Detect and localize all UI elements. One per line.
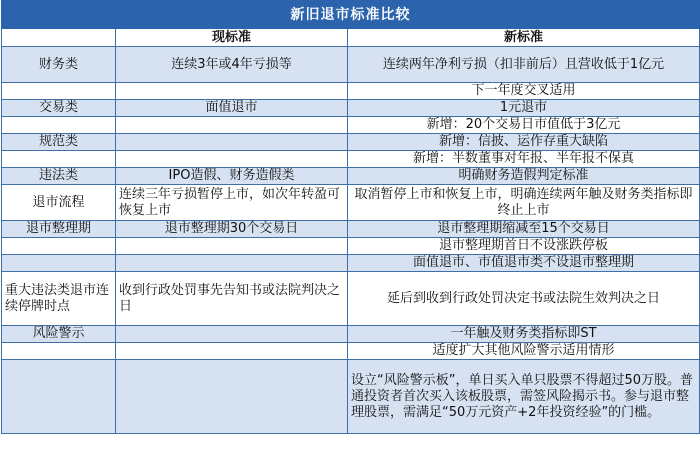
row-current: IPO造假、财务造假类 — [116, 168, 348, 185]
header-current-standard: 现标准 — [116, 29, 348, 47]
table-row — [2, 272, 700, 326]
row-new: 一年触及财务类指标即ST — [348, 326, 700, 343]
row-new: 1元退市 — [348, 100, 700, 117]
row-category — [2, 255, 116, 272]
row-category: 规范类 — [2, 134, 116, 151]
row-current — [116, 360, 348, 434]
row-new: 连续两年净利亏损（扣非前后）且营收低于1亿元 — [348, 47, 700, 83]
row-new: 新增：半数董事对年报、半年报不保真 — [348, 151, 700, 168]
table-row — [2, 185, 700, 221]
table-row — [2, 47, 700, 83]
row-new: 新增：20个交易日市值低于3亿元 — [348, 117, 700, 134]
row-new: 退市整理期首日不设涨跌停板 — [348, 238, 700, 255]
row-new: 设立“风险警示板”，单日买入单只股票不得超过50万股。普通投资者首次买入该板股票，需签风险揭示书。参与退市整理股票，需满足“50万元资产+2年投资经验”的门槛。 — [348, 360, 700, 434]
table-row — [2, 151, 700, 168]
header-row — [2, 29, 700, 47]
row-new: 明确财务造假判定标准 — [348, 168, 700, 185]
row-category — [2, 238, 116, 255]
row-category: 风险警示 — [2, 326, 116, 343]
row-current: 收到行政处罚事先告知书或法院判决之日 — [116, 272, 348, 326]
row-current — [116, 238, 348, 255]
row-new: 延后到收到行政处罚决定书或法院生效判决之日 — [348, 272, 700, 326]
row-new: 退市整理期缩减至15个交易日 — [348, 221, 700, 238]
table-row — [2, 326, 700, 343]
row-new: 取消暂停上市和恢复上市，明确连续两年触及财务类指标即终止上市 — [348, 185, 700, 221]
row-category: 退市流程 — [2, 185, 116, 221]
row-category: 违法类 — [2, 168, 116, 185]
table-row — [2, 117, 700, 134]
row-current — [116, 83, 348, 100]
row-new: 下一年度交叉适用 — [348, 83, 700, 100]
row-category: 交易类 — [2, 100, 116, 117]
row-current: 连续三年亏损暂停上市，如次年转盈可恢复上市 — [116, 185, 348, 221]
row-category — [2, 83, 116, 100]
table-row — [2, 343, 700, 360]
table-title: 新旧退市标准比较 — [2, 1, 700, 29]
table-row — [2, 168, 700, 185]
table-row — [2, 83, 700, 100]
table-row — [2, 221, 700, 238]
table-row — [2, 238, 700, 255]
row-current — [116, 255, 348, 272]
table-row — [2, 360, 700, 434]
row-new: 适度扩大其他风险警示适用情形 — [348, 343, 700, 360]
row-new: 面值退市、市值退市类不设退市整理期 — [348, 255, 700, 272]
row-category — [2, 343, 116, 360]
table-row — [2, 255, 700, 272]
comparison-table — [1, 0, 700, 434]
row-category: 财务类 — [2, 47, 116, 83]
row-current — [116, 151, 348, 168]
row-current: 面值退市 — [116, 100, 348, 117]
row-category: 退市整理期 — [2, 221, 116, 238]
row-category — [2, 360, 116, 434]
table-row — [2, 100, 700, 117]
row-current — [116, 134, 348, 151]
row-category — [2, 151, 116, 168]
table-row — [2, 134, 700, 151]
row-current: 连续3年或4年亏损等 — [116, 47, 348, 83]
row-current — [116, 117, 348, 134]
row-category: 重大违法类退市连续停牌时点 — [2, 272, 116, 326]
row-current — [116, 326, 348, 343]
row-new: 新增：信披、运作存重大缺陷 — [348, 134, 700, 151]
row-current: 退市整理期30个交易日 — [116, 221, 348, 238]
row-category — [2, 117, 116, 134]
header-category — [2, 29, 116, 47]
row-current — [116, 343, 348, 360]
header-new-standard: 新标准 — [348, 29, 700, 47]
